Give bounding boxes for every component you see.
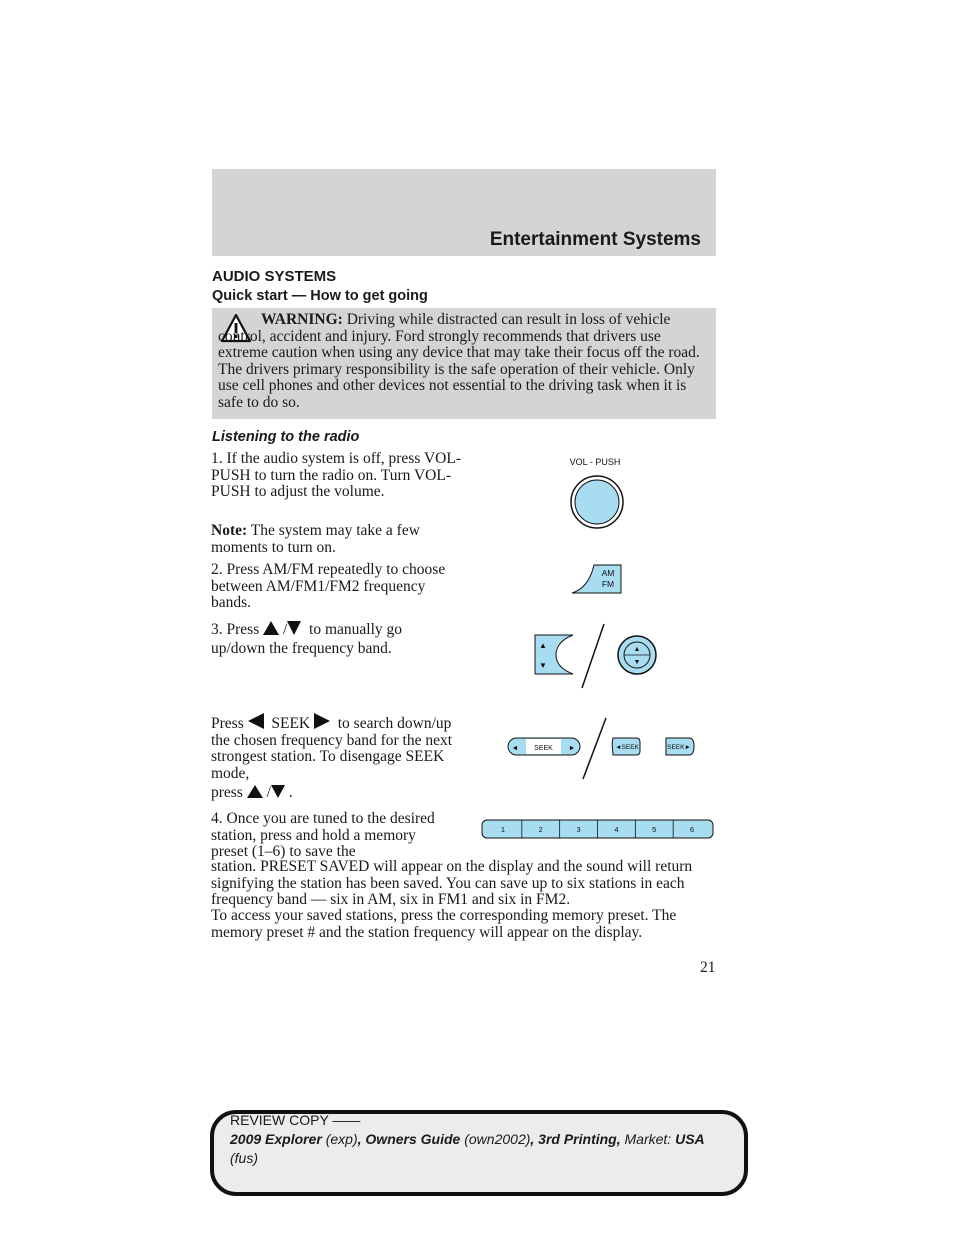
tune-up-arrow-icon <box>263 621 279 635</box>
seek-period: . <box>288 784 293 801</box>
step-3-slash: / <box>282 621 288 638</box>
preset-label-2: 2 <box>538 825 543 834</box>
access-presets-text: To access your saved stations, press the corresponding memory preset. The memory preset # and the station frequency will appear on the display. <box>211 907 677 941</box>
footer-model: 2009 Explorer <box>230 1131 322 1147</box>
audio-systems-heading: AUDIO SYSTEMS <box>212 268 337 285</box>
preset-label-5: 5 <box>652 825 657 834</box>
warning-text: Driving while distracted can result in loss of vehicle control, accident and injury. Ford strongly recommends that drivers use extreme caution when using any device that may take their focus off the road. The drivers primary responsibility is the safe operation of their vehicle. Only use cell phones and other devices not essential to the driving task when it is safe to do so. <box>218 311 700 411</box>
vol-push-label: VOL - PUSH <box>569 457 621 467</box>
step-2-text: 2. Press AM/FM repeatedly to choose between AM/FM1/FM2 frequency bands. <box>211 561 446 611</box>
seek-rest: to search down/up the chosen frequency band for the next strongest station. To disengage SEEK mode, <box>211 715 453 782</box>
tune-round-down-glyph: ▼ <box>633 659 641 666</box>
note-text: The system may take a few moments to turn on. <box>211 522 420 556</box>
memory-presets-illustration <box>478 816 718 844</box>
footer-guide: , Owners Guide <box>357 1131 461 1147</box>
seek-press: Press <box>211 715 244 732</box>
quick-start-heading: Quick start — How to get going <box>212 288 428 304</box>
tune-up-glyph: ▲ <box>539 641 547 650</box>
fm-label: FM <box>601 579 615 589</box>
section-header-band <box>212 169 716 256</box>
seek-right-arrow-icon <box>314 713 330 729</box>
seek-bar-left-glyph: ◄ <box>511 745 519 752</box>
step-3-press: 3. Press <box>211 621 260 638</box>
step-3-rest: to manually go up/down the frequency band. <box>211 621 403 657</box>
seek-press-2: press <box>211 784 243 801</box>
footer-market-code: (fus) <box>230 1150 258 1166</box>
seek-paragraph <box>211 713 473 782</box>
disengage-down-arrow-icon <box>271 785 285 798</box>
seek-up-label: SEEK► <box>667 744 691 751</box>
page-number: 21 <box>700 959 716 976</box>
step-4-text-a: 4. Once you are tuned to the desired station, press and hold a memory preset (1–6) to save the <box>211 810 435 860</box>
tune-down-glyph: ▼ <box>539 661 547 670</box>
preset-label-6: 6 <box>689 825 695 834</box>
disengage-up-arrow-icon <box>247 785 263 798</box>
step-3-paragraph <box>211 620 441 658</box>
printing-line <box>230 1130 740 1149</box>
seek-down-label: ◄SEEK <box>615 744 639 751</box>
preset-label-1: 1 <box>500 825 506 834</box>
review-copy-line: REVIEW COPY —— <box>230 1112 361 1128</box>
preset-label-4: 4 <box>614 825 619 834</box>
footer-text <box>230 1111 740 1168</box>
seek-word: SEEK <box>271 715 311 732</box>
seek-disengage-line <box>211 785 331 802</box>
volume-knob-illustration <box>540 450 650 540</box>
am-label: AM <box>601 568 615 578</box>
seek-left-arrow-icon <box>248 713 264 729</box>
am-fm-button-illustration <box>570 562 626 596</box>
warning-box <box>212 308 716 419</box>
seek-divider-slash <box>583 718 606 779</box>
tune-down-arrow-icon <box>287 621 301 635</box>
tune-round-up-glyph: ▲ <box>633 646 641 653</box>
section-title: Entertainment Systems <box>489 229 701 250</box>
footer-market-label: Market: <box>624 1131 672 1147</box>
seek-bar-label: SEEK <box>534 745 553 752</box>
seek-slash: / <box>266 784 271 801</box>
step-4-text-b: station. PRESET SAVED will appear on the display and the sound will return signifying the station has been saved. You can save up to six stations in each frequency band — six in AM, six in FM1 and six in FM2. <box>211 858 693 908</box>
listening-heading: Listening to the radio <box>212 429 360 445</box>
footer-printing: , 3rd Printing, <box>530 1131 621 1147</box>
footer-guide-code: (own2002) <box>464 1131 531 1147</box>
seek-buttons-illustration <box>502 715 702 781</box>
warning-paragraph <box>218 312 710 411</box>
step-1-text: 1. If the audio system is off, press VOL-PUSH to turn the radio on. Turn VOL-PUSH to adjust the volume. <box>211 450 461 500</box>
divider-slash <box>582 624 604 688</box>
vol-push-knob[interactable] <box>575 480 619 524</box>
preset-label-3: 3 <box>576 825 581 834</box>
tune-buttons-illustration <box>530 622 665 690</box>
seek-bar-right-glyph: ► <box>568 745 576 752</box>
note-label: Note: <box>211 522 248 539</box>
note-paragraph <box>211 523 466 556</box>
footer-model-code: (exp) <box>325 1131 358 1147</box>
footer-market: USA <box>675 1131 705 1147</box>
warning-label: WARNING: <box>261 311 343 328</box>
